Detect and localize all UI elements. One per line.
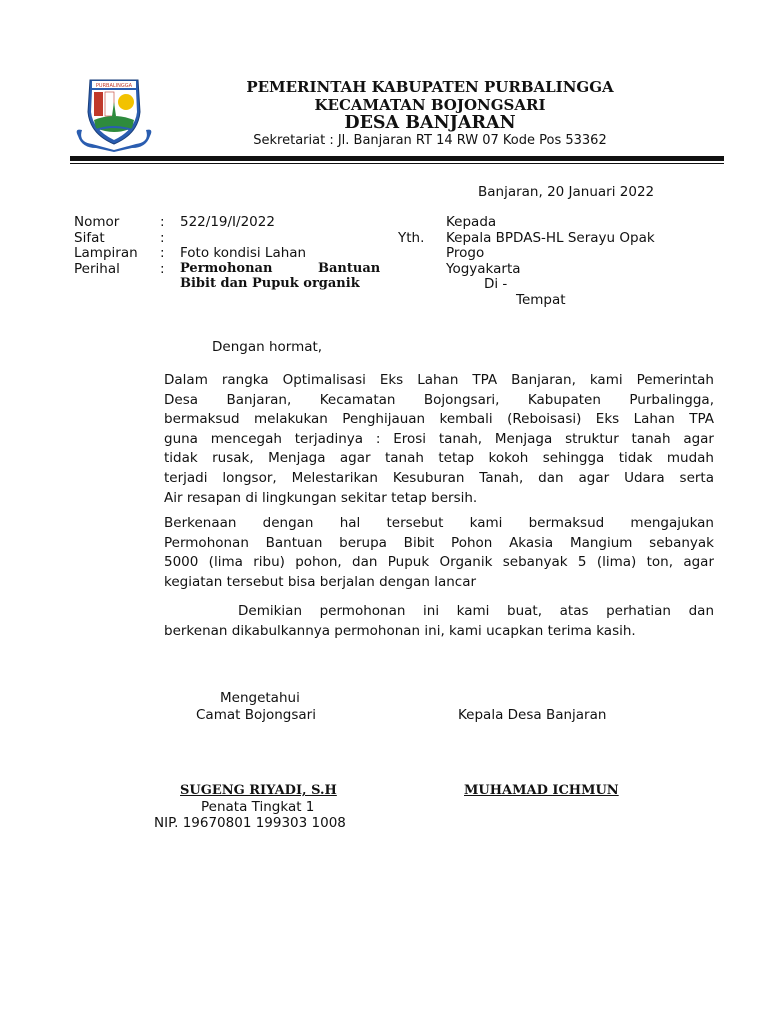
signature-left-rank: Penata Tingkat 1: [201, 799, 315, 815]
paragraph-line: Permohonan Bantuan berupa Bibit Pohon Akasia Mangium sebanyak: [164, 534, 714, 551]
recipient-tempat: Tempat: [516, 292, 566, 308]
meta-value-perihal-a: Permohonan: [180, 261, 273, 276]
recipient-kepada: Kepada: [446, 214, 497, 230]
emblem-lettering: PURBALINGGA: [95, 83, 133, 89]
meta-label-perihal: Perihal: [74, 261, 120, 277]
letter-date: Banjaran, 20 Januari 2022: [478, 184, 655, 200]
recipient-city: Yogyakarta: [446, 261, 521, 277]
paragraph-line: bermaksud melakukan Penghijauan kembali (Reboisasi) Eks Lahan TPA: [164, 411, 714, 428]
meta-label-sifat: Sifat: [74, 230, 105, 246]
signature-left-nip: NIP. 19670801 199303 1008: [154, 815, 346, 831]
letterhead-address: Sekretariat : Jl. Banjaran RT 14 RW 07 Kode Pos 53362: [253, 133, 607, 148]
recipient-yth: Yth.: [398, 230, 425, 246]
letterhead-village: DESA BANJARAN: [344, 113, 516, 133]
signature-left-title2: Camat Bojongsari: [196, 707, 316, 723]
signature-right-name: MUHAMAD ICHMUN: [464, 783, 619, 798]
signature-left-name: SUGENG RIYADI, S.H: [180, 783, 337, 798]
paragraph-line: kegiatan tersebut bisa berjalan dengan lancar: [164, 573, 477, 590]
paragraph-line: guna mencegah terjadinya : Erosi tanah, Menjaga struktur tanah agar: [164, 430, 714, 447]
paragraph-line: Desa Banjaran, Kecamatan Bojongsari, Kabupaten Purbalingga,: [164, 391, 714, 408]
paragraph-line: 5000 (lima ribu) pohon, dan Pupuk Organik sebanyak 5 (lima) ton, agar: [164, 554, 714, 571]
recipient-name-cont: Progo: [446, 245, 485, 261]
header-rule-thin: [70, 163, 724, 164]
paragraph-line: berkenan dikabulkannya permohonan ini, kami ucapkan terima kasih.: [164, 622, 636, 639]
meta-value-lampiran: Foto kondisi Lahan: [180, 245, 307, 261]
meta-sep-sifat: :: [160, 230, 165, 246]
letterhead-government: PEMERINTAH KABUPATEN PURBALINGGA: [246, 78, 614, 96]
meta-value-perihal-line2: Bibit dan Pupuk organik: [180, 276, 360, 291]
salutation: Dengan hormat,: [212, 339, 323, 355]
meta-sep-nomor: :: [160, 214, 165, 230]
meta-label-nomor: Nomor: [74, 214, 120, 230]
paragraph-line: Berkenaan dengan hal tersebut kami bermaksud mengajukan: [164, 515, 714, 531]
body-paragraph-2: [164, 514, 714, 592]
paragraph-line: Dalam rangka Optimalisasi Eks Lahan TPA Banjaran, kami Pemerintah: [164, 372, 714, 388]
body-paragraph-3: [164, 602, 714, 641]
recipient-name: Kepala BPDAS-HL Serayu Opak: [446, 230, 655, 246]
signature-left-title1: Mengetahui: [220, 690, 300, 706]
letterhead-district: KECAMATAN BOJONGSARI: [314, 96, 546, 114]
header-rule-thick: [70, 156, 724, 161]
meta-value-perihal-b: Bantuan: [318, 261, 381, 276]
signature-right-title: Kepala Desa Banjaran: [458, 707, 607, 723]
meta-sep-perihal: :: [160, 261, 165, 277]
meta-sep-lampiran: :: [160, 245, 165, 261]
meta-value-nomor: 522/19/I/2022: [180, 214, 275, 230]
paragraph-line: terjadi longsor, Melestarikan Kesuburan Tanah, dan agar Udara serta: [164, 469, 714, 486]
paragraph-line: Air resapan di lingkungan sekitar tetap bersih.: [164, 489, 478, 506]
recipient-di: Di -: [484, 276, 508, 292]
paragraph-line: tidak rusak, Menjaga agar tanah tetap kokoh sehingga tidak mudah: [164, 450, 714, 467]
regency-emblem-icon: [72, 72, 156, 152]
paragraph-line: Demikian permohonan ini kami buat, atas perhatian dan: [238, 603, 714, 619]
meta-label-lampiran: Lampiran: [74, 245, 138, 261]
body-paragraph-1: [164, 371, 714, 508]
